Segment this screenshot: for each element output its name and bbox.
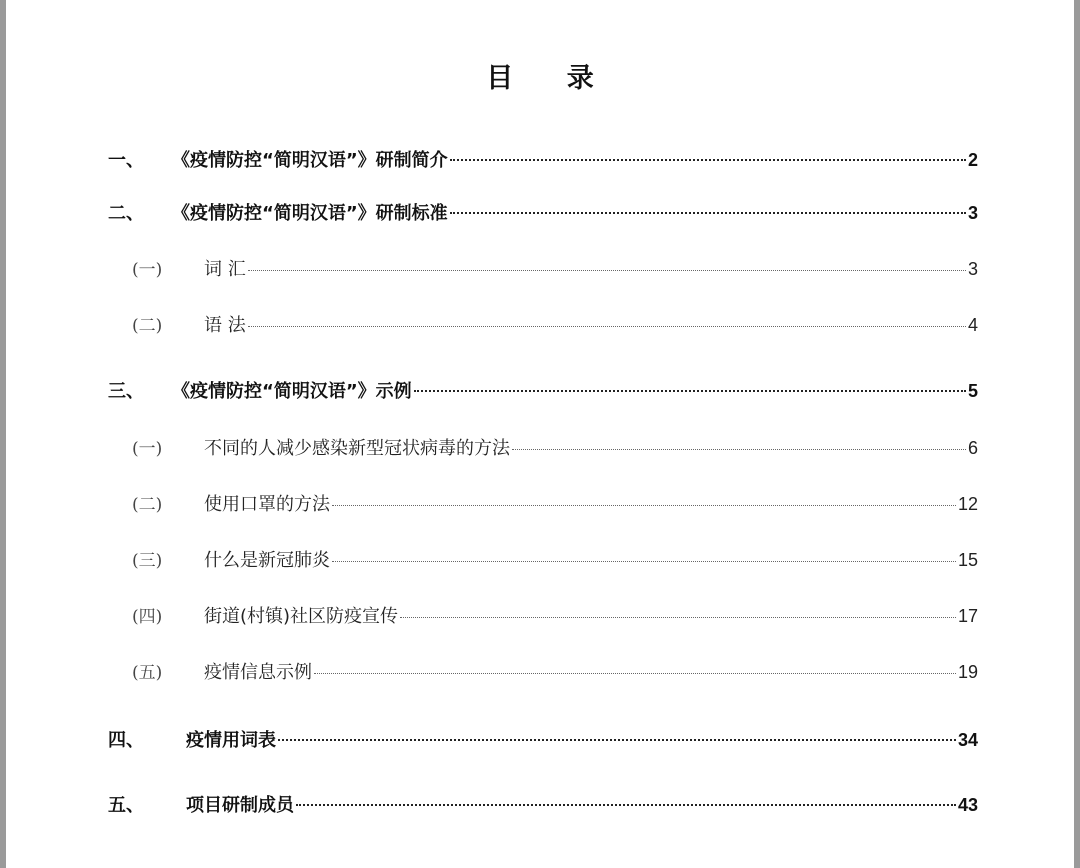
document-page bbox=[6, 0, 1074, 868]
toc-entry-label: 词 汇 bbox=[204, 259, 246, 280]
toc-title: 目 录 bbox=[486, 63, 616, 94]
toc-entry[interactable] bbox=[108, 546, 978, 572]
toc-entry-page: 2 bbox=[967, 150, 978, 170]
toc-entry-page: 15 bbox=[957, 550, 978, 570]
toc-entry-label: 街道(村镇)社区防疫宣传 bbox=[204, 606, 399, 627]
toc-entry[interactable] bbox=[108, 726, 978, 752]
toc-entry-number: (三) bbox=[132, 551, 163, 571]
toc-entry[interactable] bbox=[108, 658, 978, 684]
toc-entry-number: 四、 bbox=[108, 730, 144, 751]
toc-entry[interactable] bbox=[108, 199, 978, 225]
dot-leader bbox=[296, 804, 956, 806]
dot-leader bbox=[332, 505, 956, 506]
toc-entry-page: 4 bbox=[967, 315, 978, 335]
toc-entry-number: 五、 bbox=[108, 795, 144, 816]
toc-entry-label: 疫情用词表 bbox=[186, 730, 276, 751]
dot-leader bbox=[278, 739, 956, 741]
toc-entry-number: (五) bbox=[132, 663, 163, 683]
dot-leader bbox=[400, 617, 956, 618]
toc-entry[interactable] bbox=[108, 490, 978, 516]
toc-entry[interactable] bbox=[108, 146, 978, 172]
dot-leader bbox=[332, 561, 956, 562]
toc-entry-number: 二、 bbox=[108, 203, 144, 224]
toc-entry-number: (二) bbox=[132, 495, 163, 515]
toc-entry-label: 《疫情防控“简明汉语”》研制标准 bbox=[172, 203, 448, 224]
toc-entry-number: 一、 bbox=[108, 150, 144, 171]
toc-entry-page: 17 bbox=[957, 606, 978, 626]
toc-entry-label: 什么是新冠肺炎 bbox=[204, 550, 330, 571]
toc-entry-number: (一) bbox=[132, 260, 163, 280]
dot-leader bbox=[248, 326, 966, 327]
toc-entry-number: (一) bbox=[132, 439, 163, 459]
toc-entry-label: 不同的人减少感染新型冠状病毒的方法 bbox=[204, 438, 510, 459]
toc-entry[interactable] bbox=[108, 434, 978, 460]
dot-leader bbox=[314, 673, 956, 674]
dot-leader bbox=[248, 270, 966, 271]
toc-entry-label: 项目研制成员 bbox=[186, 795, 294, 816]
toc-entry-label: 《疫情防控“简明汉语”》研制简介 bbox=[172, 150, 448, 171]
toc-entry[interactable] bbox=[108, 377, 978, 403]
dot-leader bbox=[450, 212, 966, 214]
toc-entry-label: 使用口罩的方法 bbox=[204, 494, 330, 515]
toc-entry-page: 3 bbox=[967, 203, 978, 223]
toc-entry-number: (二) bbox=[132, 316, 163, 336]
dot-leader bbox=[512, 449, 966, 450]
toc-entry-page: 6 bbox=[967, 438, 978, 458]
toc-entry-page: 34 bbox=[957, 730, 978, 750]
toc-entry-page: 5 bbox=[967, 381, 978, 401]
toc-entry[interactable] bbox=[108, 602, 978, 628]
dot-leader bbox=[450, 159, 966, 161]
toc-entry[interactable] bbox=[108, 791, 978, 817]
toc-entry-page: 43 bbox=[957, 795, 978, 815]
toc-entry-label: 语 法 bbox=[204, 315, 246, 336]
toc-entry-number: 三、 bbox=[108, 381, 144, 402]
toc-entry-page: 3 bbox=[967, 259, 978, 279]
dot-leader bbox=[414, 390, 966, 392]
toc-entry-label: 《疫情防控“简明汉语”》示例 bbox=[172, 381, 412, 402]
table-of-contents bbox=[6, 0, 1074, 868]
toc-entry[interactable] bbox=[108, 311, 978, 337]
toc-entry-page: 19 bbox=[957, 662, 978, 682]
toc-entry[interactable] bbox=[108, 255, 978, 281]
toc-entry-label: 疫情信息示例 bbox=[204, 662, 312, 683]
toc-entry-page: 12 bbox=[957, 494, 978, 514]
toc-entry-number: (四) bbox=[132, 607, 163, 627]
